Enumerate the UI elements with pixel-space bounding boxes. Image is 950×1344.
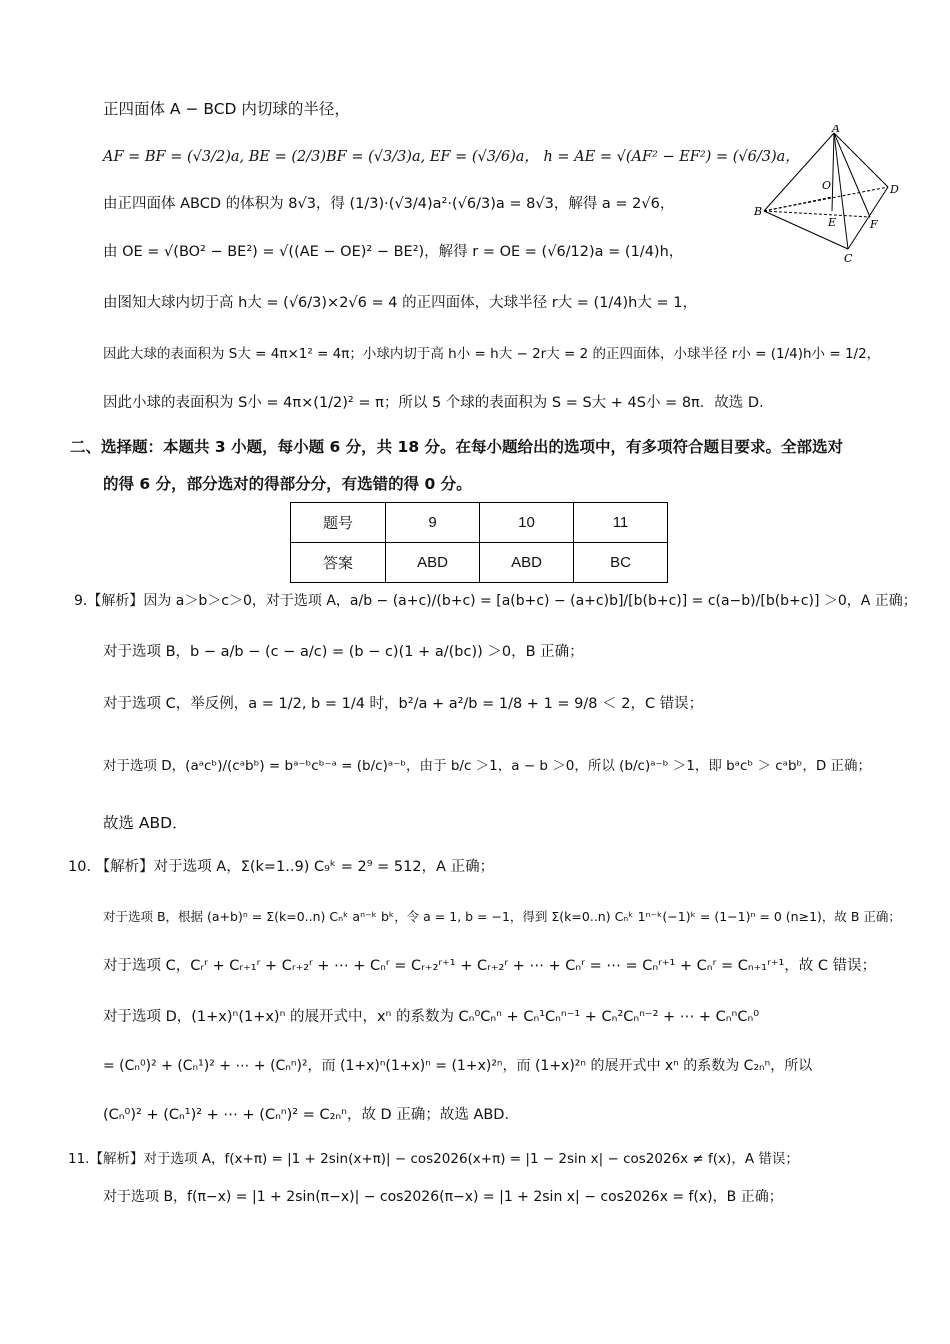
q10-line-5: = (Cₙ⁰)² + (Cₙ¹)² + ⋯ + (Cₙⁿ)²，而 (1+x)ⁿ(1+x)ⁿ = (1+x)²ⁿ，而 (1+x)²ⁿ 的展开式中 xⁿ 的系数为 C₂ₙⁿ，所以 — [103, 1058, 813, 1074]
table-cell-header-number: 题号 — [291, 503, 386, 543]
table-cell-q9: 9 — [386, 503, 480, 543]
label-a: A — [832, 125, 840, 135]
text-line-4: 由 OE = √(BO² − BE²) = √((AE − OE)² − BE²)，解得 r = OE = (√6/12)a = (1/4)h， — [103, 244, 684, 260]
tetrahedron-figure — [752, 125, 912, 265]
label-o: O — [822, 179, 832, 192]
q10-line-4: 对于选项 D，(1+x)ⁿ(1+x)ⁿ 的展开式中，xⁿ 的系数为 Cₙ⁰Cₙⁿ + Cₙ¹Cₙⁿ⁻¹ + Cₙ²Cₙⁿ⁻² + ⋯ + CₙⁿCₙ⁰ — [103, 1009, 760, 1025]
q10-line-6: (Cₙ⁰)² + (Cₙ¹)² + ⋯ + (Cₙⁿ)² = C₂ₙⁿ，故 D 正确；故选 ABD． — [103, 1107, 519, 1123]
edge-ad — [834, 133, 888, 187]
answer-table — [290, 502, 668, 583]
table-row-answers — [291, 543, 668, 583]
table-cell-q11: 11 — [574, 503, 668, 543]
q9-line-2: 对于选项 B，b − a/b − (c − a/c) = (b − c)(1 + a/(bc)) ＞0，B 正确； — [103, 644, 584, 660]
text-line-2: AF = BF = (√3/2)a, BE = (2/3)BF = (√3/3)a, EF = (√3/6)a， h = AE = √(AF² − EF²) = (√6/3)a， — [103, 149, 800, 165]
text-line-3: 由正四面体 ABCD 的体积为 8√3，得 (1/3)·(√3/4)a²·(√6/3)a = 8√3，解得 a = 2√6， — [103, 196, 675, 212]
label-c: C — [844, 252, 853, 265]
section-2-title-line-1: 二、选择题：本题共 3 小题，每小题 6 分，共 18 分。在每小题给出的选项中，有多项符合题目要求。全部选对 — [70, 438, 844, 456]
text-line-5: 由图知大球内切于高 h大 = (√6/3)×2√6 = 4 的正四面体，大球半径 r大 = (1/4)h大 = 1， — [103, 295, 697, 311]
q10-line-1: 10. 【解析】对于选项 A，Σ(k=1..9) C₉ᵏ = 2⁹ = 512，A 正确； — [68, 859, 495, 875]
q11-line-2: 对于选项 B，f(π−x) = |1 + 2sin(π−x)| − cos2026(π−x) = |1 + 2sin x| − cos2026x = f(x)，B 正确； — [103, 1189, 783, 1205]
q11-line-1: 11.【解析】对于选项 A，f(x+π) = |1 + 2sin(x+π)| − cos2026(x+π) = |1 − 2sin x| − cos2026x ≠ f(x)，A 错误； — [68, 1151, 799, 1167]
text-line-1: 正四面体 A − BCD 内切球的半径， — [103, 100, 350, 118]
text-line-7: 因此小球的表面积为 S小 = 4π×(1/2)² = π；所以 5 个球的表面积为 S = S大 + 4S小 = 8π．故选 D． — [103, 395, 774, 411]
q9-line-5: 故选 ABD． — [103, 814, 188, 832]
altitude-ae — [832, 133, 834, 211]
section-2-title-line-2: 的得 6 分，部分选对的得部分分，有选错的得 0 分。 — [103, 475, 472, 493]
q10-line-3: 对于选项 C，Cᵣʳ + Cᵣ₊₁ʳ + Cᵣ₊₂ʳ + ⋯ + Cₙʳ = Cᵣ₊₂ʳ⁺¹ + Cᵣ₊₂ʳ + ⋯ + Cₙʳ = ⋯ = Cₙʳ⁺¹ + Cₙʳ = Cₙ₊₁ʳ⁺¹，故 C 错误； — [103, 958, 877, 974]
table-cell-answer-10: ABD — [480, 543, 574, 583]
text-line-6: 因此大球的表面积为 S大 = 4π×1² = 4π；小球内切于高 h小 = h大 − 2r大 = 2 的正四面体，小球半径 r小 = (1/4)h小 = 1/2， — [103, 346, 881, 362]
line-bf — [764, 211, 870, 217]
q9-line-1: 9.【解析】因为 a＞b＞c＞0，对于选项 A，a/b − (a+c)/(b+c) = [a(b+c) − (a+c)b]/[b(b+c)] = c(a−b)/[b(b+c)] ＞0，A 正确； — [74, 593, 917, 609]
q10-line-2: 对于选项 B，根据 (a+b)ⁿ = Σ(k=0..n) Cₙᵏ aⁿ⁻ᵏ bᵏ，令 a = 1, b = −1，得到 Σ(k=0..n) Cₙᵏ 1ⁿ⁻ᵏ(−1)ᵏ = (1−1)ⁿ = 0 (n≥1)，故 B 正确； — [103, 909, 901, 924]
label-e: E — [828, 216, 837, 229]
label-d: D — [890, 183, 899, 196]
label-f: F — [870, 218, 878, 231]
q9-line-4: 对于选项 D，(aᵃcᵇ)/(cᵃbᵇ) = bᵃ⁻ᵇcᵇ⁻ᵃ = (b/c)ᵃ⁻ᵇ，由于 b/c ＞1，a − b ＞0，所以 (b/c)ᵃ⁻ᵇ ＞1，即 bᵃcᵇ ＞ cᵃbᵇ，D 正确； — [103, 758, 872, 774]
edge-cd — [848, 187, 888, 249]
table-row-question-numbers — [291, 503, 668, 543]
table-cell-q10: 10 — [480, 503, 574, 543]
label-b: B — [754, 205, 763, 218]
table-cell-answer-9: ABD — [386, 543, 480, 583]
table-cell-header-answer: 答案 — [291, 543, 386, 583]
table-cell-answer-11: BC — [574, 543, 668, 583]
q9-line-3: 对于选项 C，举反例，a = 1/2, b = 1/4 时，b²/a + a²/b = 1/8 + 1 = 9/8 ＜ 2，C 错误； — [103, 696, 704, 712]
